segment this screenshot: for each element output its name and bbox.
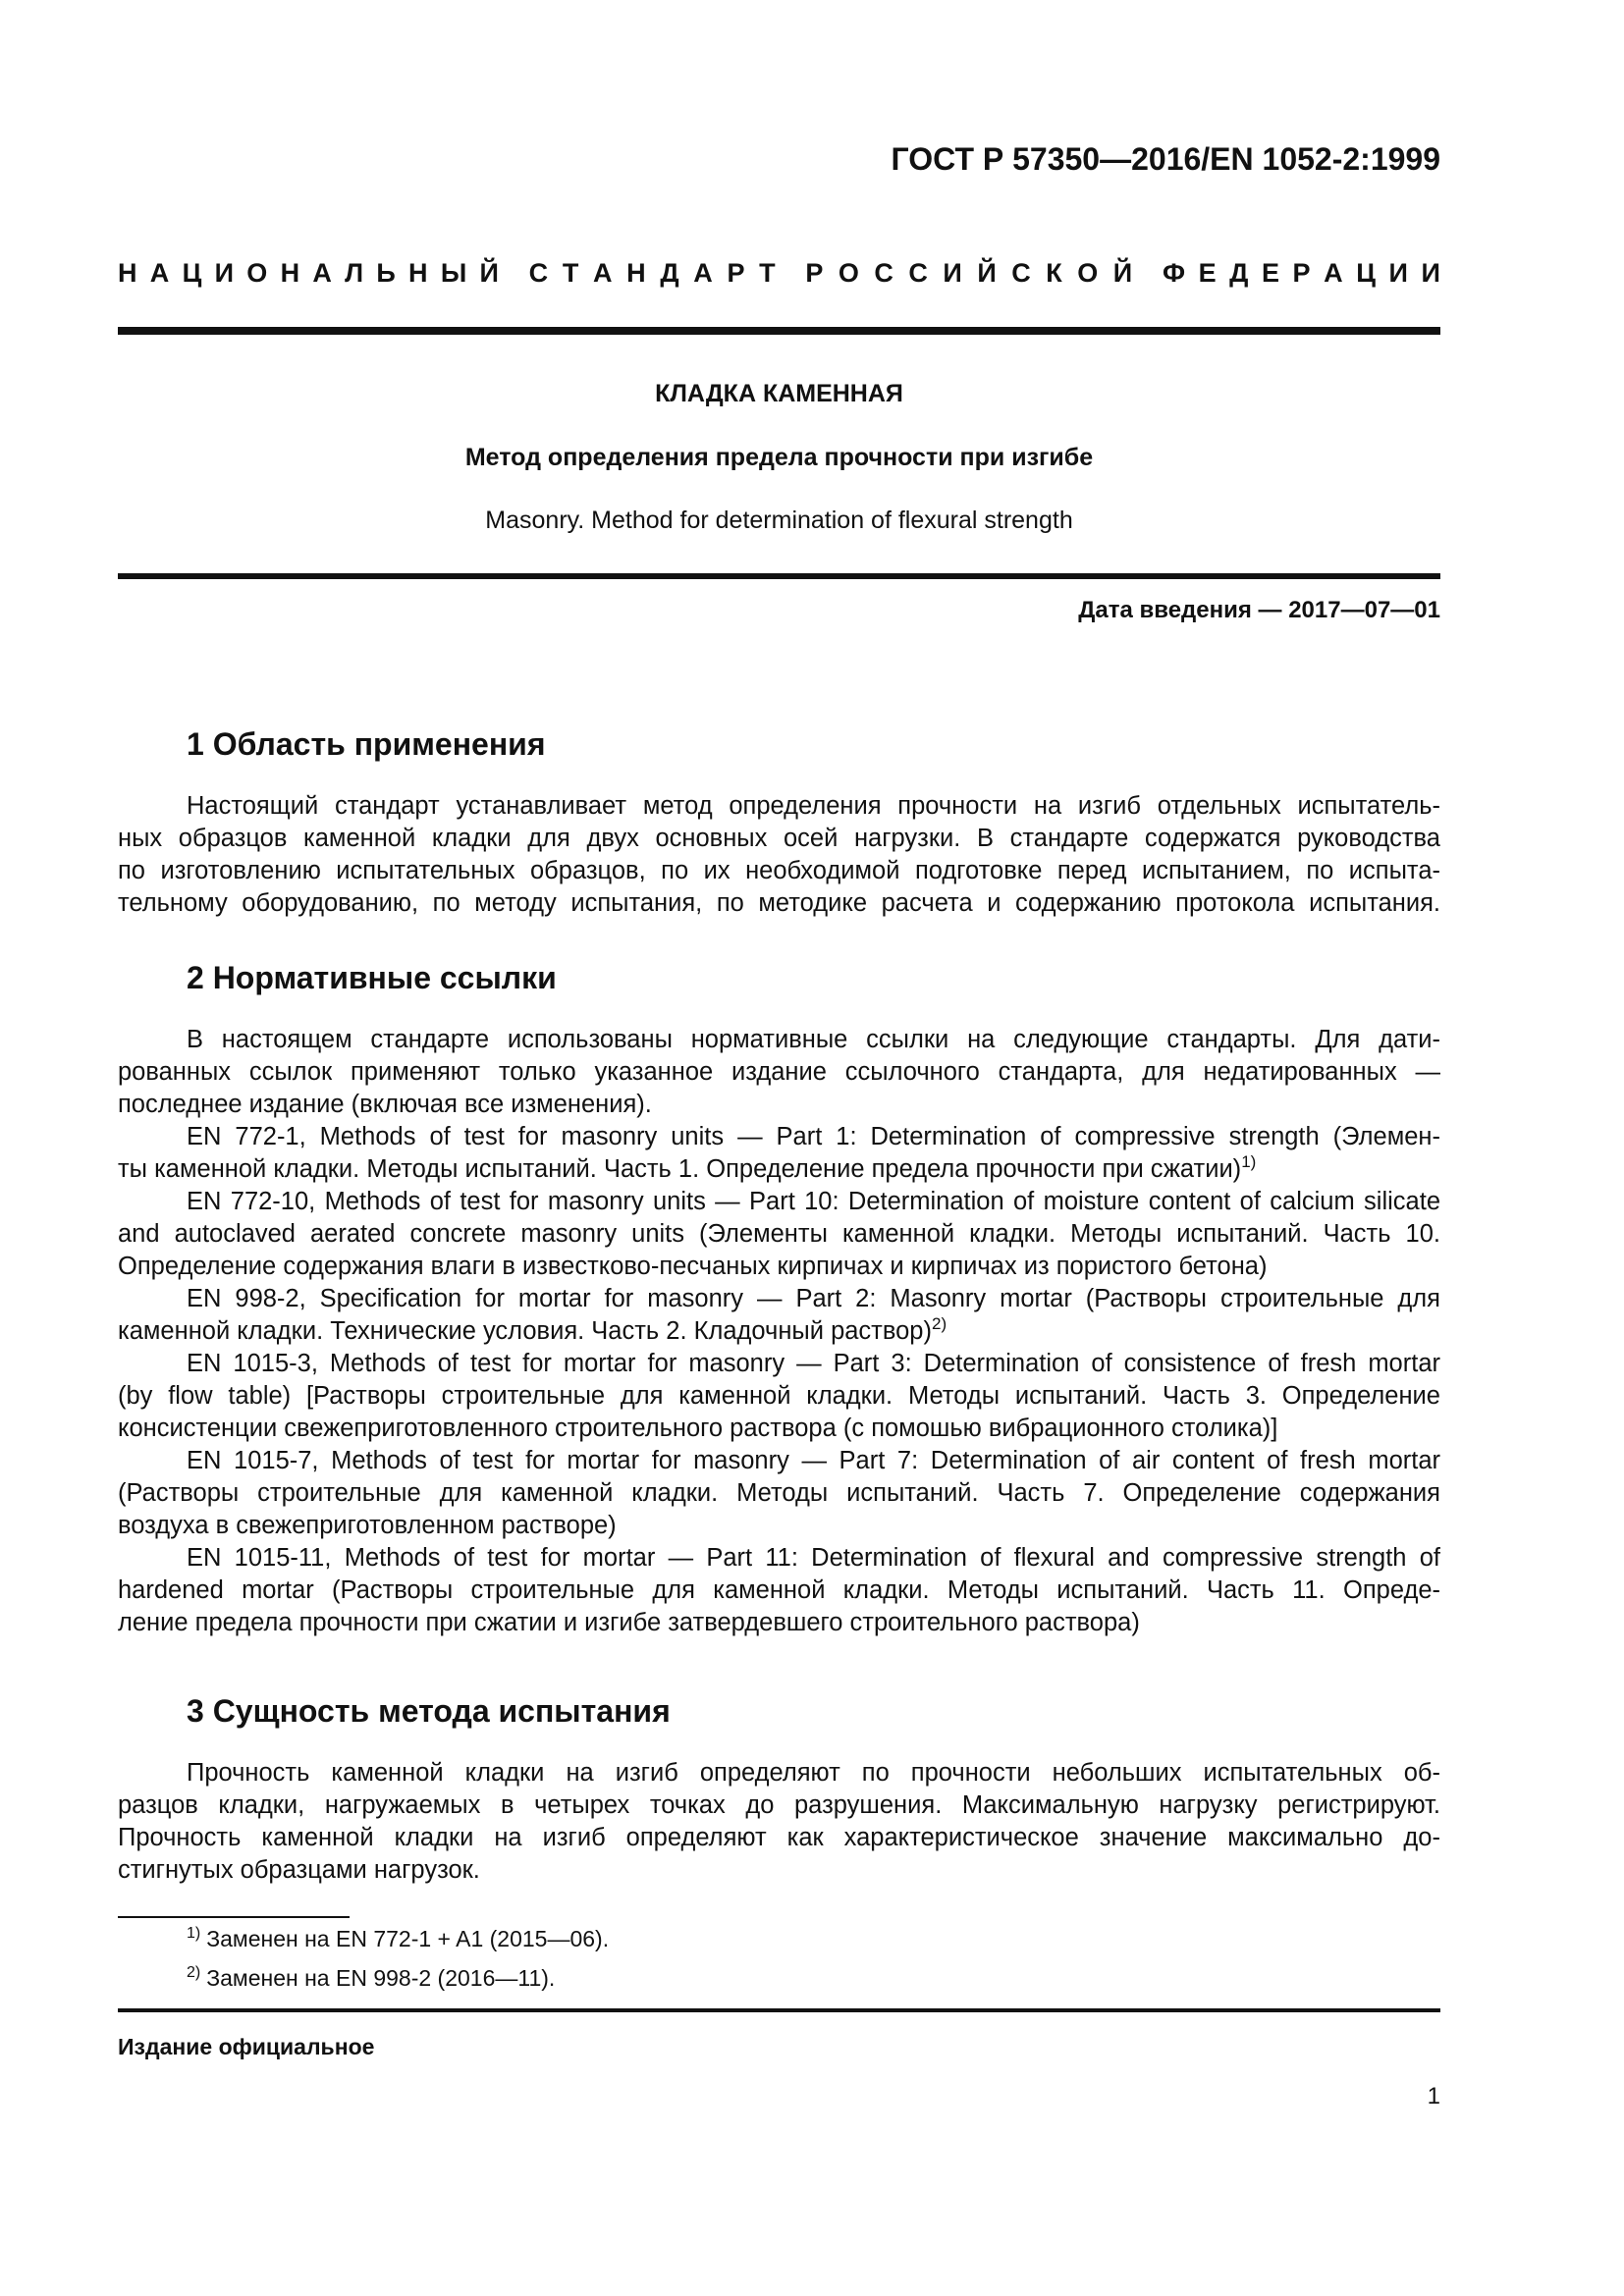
footnote bbox=[187, 1926, 609, 1952]
edition-label: Издание официальное bbox=[118, 2034, 375, 2059]
reference-text: ты каменной кладки. Методы испытаний. Часть 1. Определение предела прочности при сжатии) bbox=[118, 1155, 1242, 1183]
national-word: С Т А Н Д А Р Т bbox=[528, 258, 776, 288]
text-line: Настоящий стандарт устанавливает метод определения прочности на изгиб отдельных испытатель- bbox=[187, 792, 1440, 820]
standard-subtitle: Метод определения предела прочности при изгибе bbox=[464, 444, 1094, 471]
section-1-body bbox=[118, 790, 1440, 920]
title-rule bbox=[118, 573, 1440, 579]
footnote-mark: 1) bbox=[187, 1925, 201, 1942]
text-line: В настоящем стандарте использованы нормативные ссылки на следующие стандарты. Для дати- bbox=[187, 1026, 1440, 1053]
text-line: (by flow table) [Растворы строительные для каменной кладки. Методы испытаний. Часть 3. Определение bbox=[118, 1382, 1440, 1410]
text-line: ление предела прочности при сжатии и изгибе затвердевшего строительного раствора) bbox=[118, 1609, 1140, 1636]
text-line: EN 998-2, Specification for mortar for masonry — Part 2: Masonry mortar (Растворы строительные для bbox=[187, 1285, 1440, 1312]
footer-rule bbox=[118, 2008, 1440, 2012]
section-heading: 2 Нормативные ссылки bbox=[187, 960, 557, 995]
text-line: EN 1015-3, Methods of test for mortar for masonry — Part 3: Determination of consistence of fresh mortar bbox=[187, 1350, 1440, 1377]
footnote-mark: 2) bbox=[187, 1964, 201, 1981]
text-line: стигнутых образцами нагрузок. bbox=[118, 1856, 480, 1884]
text-line: по изготовлению испытательных образцов, по их необходимой подготовке перед испытанием, по испыта- bbox=[118, 857, 1440, 884]
section-2-body bbox=[118, 1024, 1440, 1639]
text-line: EN 1015-11, Methods of test for mortar — Part 11: Determination of flexural and compressive strength of bbox=[187, 1544, 1440, 1572]
text-line: ных образцов каменной кладки для двух основных осей нагрузки. В стандарте содержатся руководства bbox=[118, 825, 1440, 852]
text-line: тельному оборудованию, по методу испытания, по методике расчета и содержанию протокола испытания. bbox=[118, 889, 1440, 917]
standard-title: КЛАДКА КАМЕННАЯ bbox=[655, 380, 903, 407]
standard-title-english: Masonry. Method for determination of flexural strength bbox=[485, 507, 1073, 534]
text-line: консистенции свежеприготовленного строительного раствора (с помошью вибрационного столика)] bbox=[118, 1415, 1278, 1442]
footnote-separator bbox=[118, 1916, 350, 1918]
footnote-text: Заменен на EN 772-1 + A1 (2015—06). bbox=[206, 1926, 610, 1951]
text-line: EN 772-1, Methods of test for masonry units — Part 1: Determination of compressive strength (Элемен- bbox=[187, 1123, 1440, 1150]
section-heading: 1 Область применения bbox=[187, 726, 546, 762]
text-line: воздуха в свежеприготовленном растворе) bbox=[118, 1512, 617, 1539]
section-3-body bbox=[118, 1757, 1440, 1887]
footnote-marker: 2) bbox=[931, 1314, 947, 1333]
footnote-text: Заменен на EN 998-2 (2016—11). bbox=[206, 1965, 556, 1991]
text-line: разцов кладки, нагружаемых в четырех точках до разрушения. Максимальную нагрузку регистрируют. bbox=[118, 1791, 1440, 1819]
text-line: and autoclaved aerated concrete masonry units (Элементы каменной кладки. Методы испытаний. Часть 10. bbox=[118, 1220, 1440, 1248]
text-line: Прочность каменной кладки на изгиб определяют как характеристическое значение максимально до- bbox=[118, 1824, 1440, 1851]
text-line bbox=[118, 1315, 1440, 1348]
text-line: рованных ссылок применяют только указанное издание ссылочного стандарта, для недатированных — bbox=[118, 1058, 1440, 1086]
national-word: Ф Е Д Е Р А Ц И И bbox=[1162, 258, 1440, 288]
national-word: Н А Ц И О Н А Л Ь Н Ы Й bbox=[118, 258, 499, 288]
national-standard-heading bbox=[118, 258, 1440, 289]
footnote bbox=[187, 1965, 555, 1992]
text-line: Определение содержания влаги в известково-песчаных кирпичах и кирпичах из пористого бетона) bbox=[118, 1253, 1268, 1280]
national-word: Р О С С И Й С К О Й bbox=[805, 258, 1133, 288]
text-line: EN 1015-7, Methods of test for mortar for masonry — Part 7: Determination of air content of fresh mortar bbox=[187, 1447, 1440, 1474]
reference-text: каменной кладки. Технические условия. Часть 2. Кладочный раствор) bbox=[118, 1317, 932, 1345]
page-number: 1 bbox=[1427, 2083, 1440, 2109]
section-heading: 3 Сущность метода испытания bbox=[187, 1693, 671, 1729]
document-code: ГОСТ Р 57350—2016/EN 1052-2:1999 bbox=[891, 141, 1440, 177]
text-line bbox=[118, 1153, 1440, 1186]
text-line: Прочность каменной кладки на изгиб определяют по прочности небольших испытательных об- bbox=[187, 1759, 1440, 1787]
text-line: EN 772-10, Methods of test for masonry units — Part 10: Determination of moisture content of calcium silicate bbox=[187, 1188, 1440, 1215]
header-rule bbox=[118, 327, 1440, 335]
text-line: (Растворы строительные для каменной кладки. Методы испытаний. Часть 7. Определение содержания bbox=[118, 1479, 1440, 1507]
introduction-date: Дата введения — 2017—07—01 bbox=[1078, 597, 1440, 623]
text-line: последнее издание (включая все изменения). bbox=[118, 1091, 652, 1118]
text-line: hardened mortar (Растворы строительные для каменной кладки. Методы испытаний. Часть 11. Опреде- bbox=[118, 1576, 1440, 1604]
footnote-marker: 1) bbox=[1241, 1152, 1257, 1171]
